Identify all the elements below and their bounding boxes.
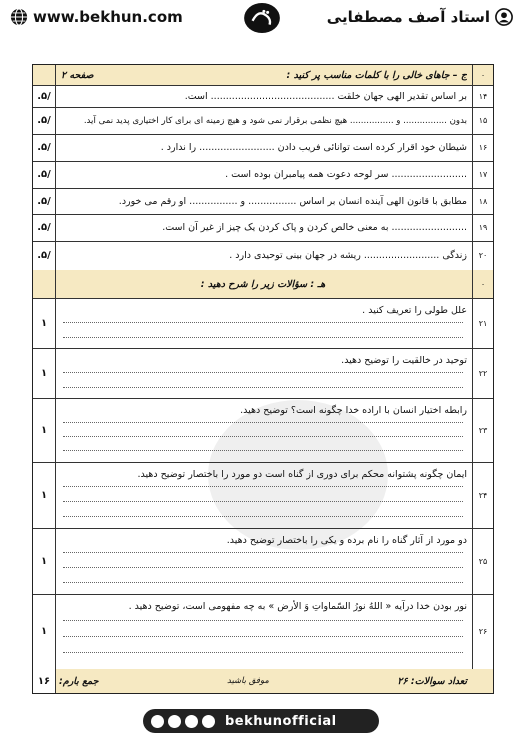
question-text: مطابق با قانون الهی آینده انسان بر اساس ................ و ................ او رقم می خورد. — [118, 195, 467, 207]
question-text: نور بودن خدا درآیه « اللهُ نورُ السّماواتِ وَ الأرض » به چه مفهومی است، توضیح دهید . — [128, 601, 467, 612]
question-text: زندگی ......................... ریشه در جهان بینی توحیدی دارد . — [229, 250, 467, 261]
sheet-footer — [33, 669, 493, 693]
fill-row — [33, 241, 493, 271]
answer-line[interactable] — [63, 486, 463, 487]
question-number: ۱۴ — [472, 85, 493, 107]
question-score: .۵/ — [33, 161, 56, 188]
answer-line[interactable] — [63, 387, 463, 388]
question-score: .۵/ — [33, 134, 56, 161]
question-number: ۲۱ — [472, 298, 493, 348]
essay-row — [33, 348, 493, 399]
answer-line[interactable] — [63, 372, 463, 373]
fill-row — [33, 188, 493, 215]
answer-line[interactable] — [63, 516, 463, 517]
question-score: .۵/ — [33, 241, 56, 270]
answer-line[interactable] — [63, 582, 463, 583]
essay-row — [33, 298, 493, 349]
question-score: .۵/ — [33, 85, 56, 107]
question-text: رابطه اختیار انسان با اراده خدا چگونه است؟ توضیح دهید. — [240, 405, 467, 416]
fill-row — [33, 214, 493, 242]
website-link[interactable] — [10, 8, 183, 26]
answer-line[interactable] — [63, 636, 463, 637]
question-text: شیطان خود اقرار کرده است توانائی فریب دادن ......................... را ندارد . — [160, 142, 467, 153]
globe-icon — [10, 8, 28, 26]
total-score-label: جمع بارم: — [59, 675, 99, 687]
score-cell — [33, 270, 56, 298]
question-text: ......................... به معنی خالص کردن و پاک کردن یک چیز از غیر آن است. — [162, 222, 467, 233]
essay-row — [33, 398, 493, 463]
fill-row — [33, 134, 493, 162]
answer-line[interactable] — [63, 322, 463, 323]
telegram-icon[interactable] — [185, 715, 198, 728]
question-number: ۲۶ — [472, 594, 493, 669]
fill-row — [33, 85, 493, 108]
question-number: ۱۶ — [472, 134, 493, 161]
answer-line[interactable] — [63, 436, 463, 437]
fill-row — [33, 161, 493, 189]
question-text: بر اساس تقدیر الهی جهان خلقت ......................................... است. — [184, 90, 467, 102]
section-marker: ۰ — [472, 270, 493, 298]
question-number: ۲۲ — [472, 348, 493, 398]
answer-line[interactable] — [63, 552, 463, 553]
page-number: صفحه ۲ — [61, 69, 94, 81]
question-score: ۱ — [33, 528, 56, 594]
question-score: .۵/ — [33, 214, 56, 241]
teacher-name — [327, 8, 513, 26]
social-bar[interactable] — [143, 709, 379, 733]
answer-line[interactable] — [63, 620, 463, 621]
question-score: ۱ — [33, 462, 56, 528]
question-number: ۱۸ — [472, 188, 493, 214]
fill-row — [33, 107, 493, 135]
question-text: بدون ................ و ................ هیچ نظمی برقرار نمی شود و هیچ زمینه ای برای کار اختیاری پدید نمی آید. — [83, 115, 467, 126]
score-cell — [33, 65, 56, 85]
answer-line[interactable] — [63, 450, 463, 451]
question-number: ۲۴ — [472, 462, 493, 528]
question-score: ۱ — [33, 594, 56, 669]
youtube-icon[interactable] — [168, 715, 181, 728]
question-text: توحید در خالقیت را توضیح دهید. — [341, 355, 467, 366]
essay-row — [33, 462, 493, 529]
good-luck-text: موفق باشید — [227, 676, 269, 686]
question-number: ۱۹ — [472, 214, 493, 241]
question-score: .۵/ — [33, 107, 56, 134]
answer-line[interactable] — [63, 422, 463, 423]
question-text: دو مورد از آثار گناه را نام برده و یکی را باختصار توضیح دهید. — [226, 535, 467, 546]
question-number: ۲۰ — [472, 241, 493, 270]
whatsapp-icon[interactable] — [202, 715, 215, 728]
section-h-header — [33, 270, 493, 299]
question-score: ۱ — [33, 348, 56, 398]
question-score: ۱ — [33, 398, 56, 462]
essay-row — [33, 594, 493, 670]
user-icon — [495, 8, 513, 26]
website-text: www.bekhun.com — [33, 8, 183, 26]
exam-sheet — [32, 64, 494, 694]
logo-icon — [243, 2, 281, 34]
answer-line[interactable] — [63, 337, 463, 338]
answer-line[interactable] — [63, 567, 463, 568]
answer-line[interactable] — [63, 501, 463, 502]
section-title: ج – جاهای خالی را با کلمات مناسب پر کنید : — [286, 69, 467, 81]
instagram-icon[interactable] — [151, 715, 164, 728]
section-title: هـ : سؤالات زیر را شرح دهید : — [200, 278, 326, 290]
essay-row — [33, 528, 493, 595]
total-score-value: ۱۶ — [33, 669, 56, 693]
social-handle: bekhunofficial — [225, 713, 337, 729]
question-text: ......................... سر لوحه دعوت همه پیامبران بوده است . — [225, 169, 467, 180]
question-number: ۱۵ — [472, 107, 493, 134]
question-score: ۱ — [33, 298, 56, 348]
question-score: .۵/ — [33, 188, 56, 214]
question-text: ایمان چگونه پشتوانه محکم برای دوری از گناه است دو مورد را باختصار توضیح دهید. — [137, 469, 467, 480]
answer-line[interactable] — [63, 652, 463, 653]
question-number: ۲۵ — [472, 528, 493, 594]
section-marker: ۰ — [472, 65, 493, 85]
section-c-header — [33, 65, 493, 86]
top-header — [0, 0, 523, 36]
teacher-text: استاد آصف مصطفایی — [326, 8, 490, 26]
question-text: علل طولی را تعریف کنید . — [362, 305, 467, 316]
question-count: تعداد سوالات: ۲۶ — [397, 675, 467, 687]
question-number: ۱۷ — [472, 161, 493, 188]
question-number: ۲۳ — [472, 398, 493, 462]
